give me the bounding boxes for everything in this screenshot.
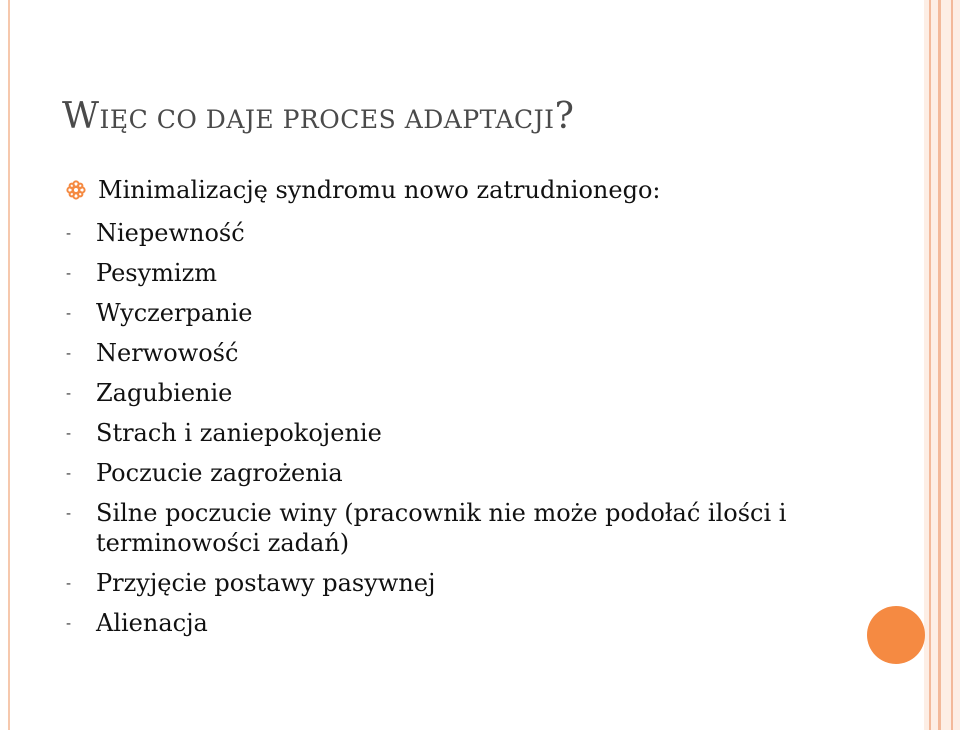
lead-bullet [66, 176, 661, 204]
list-item-text: Niepewność [96, 219, 245, 247]
dash-marker: - [66, 224, 72, 242]
list-item-text: Pesymizm [96, 259, 217, 287]
dash-marker: - [66, 264, 72, 282]
list-item-text: Poczucie zagrożenia [96, 459, 343, 487]
right-stripe-line [929, 0, 931, 730]
left-border-stripe [8, 0, 10, 730]
symptom-list [66, 218, 796, 648]
dash-marker: - [66, 574, 72, 592]
dash-marker: - [66, 384, 72, 402]
list-item [66, 418, 796, 448]
dash-marker: - [66, 424, 72, 442]
list-item [66, 458, 796, 488]
right-stripe-line [951, 0, 953, 730]
list-item-text: Zagubienie [96, 379, 233, 407]
title-question-mark: ? [554, 96, 575, 137]
list-item [66, 378, 796, 408]
lead-text: Minimalizację syndromu nowo zatrudnionego: [98, 176, 661, 204]
list-item-text: Alienacja [96, 609, 208, 637]
flower-bullet-icon [66, 180, 86, 200]
list-item [66, 258, 796, 288]
list-item-text: Przyjęcie postawy pasywnej [96, 569, 436, 597]
list-item-text: Strach i zaniepokojenie [96, 419, 382, 447]
list-item-text: Nerwowość [96, 339, 239, 367]
list-item-text: Wyczerpanie [96, 299, 253, 327]
right-stripe-line [938, 0, 941, 730]
list-item [66, 218, 796, 248]
dash-marker: - [66, 344, 72, 362]
list-item [66, 568, 796, 598]
dash-marker: - [66, 614, 72, 632]
slide-title [62, 96, 574, 137]
title-rest: IĘC CO DAJE PROCES ADAPTACJI [99, 105, 555, 134]
list-item [66, 298, 796, 328]
title-first-letter: W [62, 96, 100, 137]
dash-marker: - [66, 504, 72, 522]
list-item [66, 608, 796, 638]
accent-circle [867, 606, 925, 664]
list-item [66, 498, 796, 558]
dash-marker: - [66, 464, 72, 482]
list-item-text: Silne poczucie winy (pracownik nie może podołać ilości i terminowości zadań) [96, 499, 787, 557]
dash-marker: - [66, 304, 72, 322]
list-item [66, 338, 796, 368]
